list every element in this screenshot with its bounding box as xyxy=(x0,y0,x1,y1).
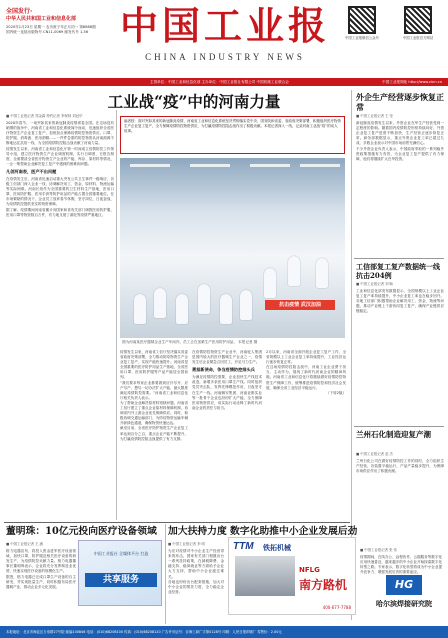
welding-institute-ad[interactable] xyxy=(366,575,442,615)
ad-title: 共享服务 xyxy=(85,573,157,587)
masthead-left-info xyxy=(6,8,98,35)
paragraph: 各地也纷纷出台配套措施，加大对中小企业的帮扶力度，全力稳定企业经营。 xyxy=(168,579,224,594)
lower-article-1 xyxy=(6,542,76,624)
main-photo xyxy=(120,158,345,338)
page-footer: 本报地址：北京市海淀区万寿路27号院 邮编100846 电话：(010)68208100 传真：(010)68208120 广告许可证号：京海工商广字第0128号 印刷：人民日报印刷厂 零售价：2.00元 xyxy=(0,626,448,638)
article-byline: ■ 中国工业报记者 王 莹 xyxy=(356,114,393,118)
sidebar-separator xyxy=(354,426,444,427)
article-byline: ■ 中国工业报记者 张 伟 xyxy=(360,548,397,552)
article-byline: ■ 中国工业报记者 王 涵 xyxy=(6,542,43,546)
masthead xyxy=(0,0,448,78)
sidebar-headline-3: 兰州石化制造迎复产潮 xyxy=(356,430,431,439)
photo-banner: 抗击疫情 武汉加油 xyxy=(265,300,335,310)
paragraph: 为了帮助企业解决原材料短缺问题，河南省工信厅建立了重点企业原材料保障机制，协调省内外上游企业优先保障供应。同时，积极协调交通运输部门，为防疫物资运输车辆开辟绿色通道，确保物资快速运达。 xyxy=(120,400,188,426)
qr-codes xyxy=(344,6,440,62)
ttm-logo: TTM xyxy=(233,541,254,552)
article-column-2 xyxy=(120,350,188,520)
paragraph: 疫情发生以来，河南省工业和信息化厅第一时间成立疫情防控工作领导小组，建立医疗物资生产企业调度机制，实行日调度、日报告制度，全面摸清全省医疗物资生产企业的产能、库存、原材料等情况，一企一策帮助企业解决复工复产中遇到的困难和问题。 xyxy=(6,146,114,166)
ad-phone: 400-677-7788 xyxy=(322,605,351,610)
article-byline: ■ 中国工业报记者 李 明 xyxy=(168,542,205,546)
newspaper-subtitle: CHINA INDUSTRY NEWS xyxy=(145,52,305,62)
qr-caption-right: 中国工业报官方网站 xyxy=(402,36,434,40)
editor-note-box xyxy=(120,116,345,154)
lower-headline-2: 加大扶持力度 xyxy=(168,526,227,537)
paragraph: “我们要求每家企业都要做到应开尽开、应产尽产，想尽一切办法扩大产能，最大限度满足疫情防控需要。”河南省工业和信息化厅相关负责人表示。 xyxy=(120,380,188,400)
red-bar-website: 中国工业报网址 http://www.cinn.cn xyxy=(382,80,442,84)
jump-line: （下转2版） xyxy=(326,390,346,395)
main-photo-caption: 图为河南某医疗器械企业生产车间内，员工正在加紧生产医用防护用品。 本报记者 摄 xyxy=(122,340,258,344)
machine-image xyxy=(235,556,295,596)
paragraph: 为应对疫情对中小企业生产经营带来的冲击，国家有关部门相继出台一系列扶持政策，在减税降费、金融支持、稳岗就业等方面给予企业大力支持，帮助中小企业渡过难关。 xyxy=(168,549,224,579)
paragraph: 据悉，格力电器已完成口罩生产设备的自主研发，并实现批量生产，同时积极布局医疗器械产业，推动企业多元化发展。 xyxy=(6,574,76,589)
article-byline: ■ 中国工业报记者 郑金霖 特约记者 李保林 刘冠华 xyxy=(6,114,83,118)
section-subheading: 凡创河南表，医产不出问题 xyxy=(6,168,57,174)
sidebar-separator xyxy=(354,258,444,259)
paragraph: 工业和信息化部发布数据显示，全国规模以上工业企业复工复产率持续提升，中小企业复工率也在稳步回升。各地工信部门积极帮助企业解决用工、资金、物流等问题，推动产业链上下游协同复工复产，确保产业链供应链稳定。 xyxy=(356,289,444,314)
sidebar-article-2 xyxy=(356,282,444,422)
lower-article-2 xyxy=(168,542,224,624)
road-machinery-ad[interactable] xyxy=(228,537,356,615)
masthead-red-bar xyxy=(0,78,448,86)
newspaper-title: 中国工业报 xyxy=(120,3,331,48)
hg-name: 哈尔滨焊接研究院 xyxy=(376,600,432,608)
shared-service-ad[interactable] xyxy=(78,540,162,606)
qr-caption-left: 中国工业报微信公众号 xyxy=(345,36,379,40)
paragraph: 2020年春节，一场突如其来的新冠肺炎疫情席卷全国。在这场没有硝烟的战争中，河南省工业和信息化系统闻令而动，迅速组织全省医疗物资生产企业复工复产，加班加点保障疫情防控物资供应。口罩、防护服、消毒液、医用酒精……一件件急需的防控物资从河南源源不断地运往抗疫一线，为全国疫情防控阻击战贡献了河南力量。 xyxy=(6,121,114,146)
sidebar-headline-2: 工信部复工复产数据统一线抗击204例 xyxy=(356,262,440,280)
ad-text: 中国工业报社 全媒体平台 打造 xyxy=(93,551,149,556)
article-byline: ■ 中国工业报记者 刘 畅 xyxy=(356,282,393,286)
article-byline: ■ 中国工业报记者 赵 杰 xyxy=(356,452,393,456)
editor-note-text: 编者按：面对突如其来的新冠肺炎疫情，河南省工业和信息化系统坚决贯彻落实党中央、国务院和省委、省政府决策部署，积极组织医疗物资生产企业复工复产，全力保障疫情防控物资供应，为打赢疫情防控阻击战作出了积极贡献。本报记者深入一线，记录河南工业战“疫”的动人故事。 xyxy=(124,119,341,133)
column-divider xyxy=(116,110,117,520)
masthead-issue-info: 2020年1月23日 星期一 农历庚子年正月初一 第8888期 国内统一连续出版物号 CN11-0069 邮发代号 1-56 xyxy=(6,25,96,34)
qr-code-icon xyxy=(404,6,432,34)
hg-logo: HG xyxy=(386,575,422,595)
paragraph: 疫情期间，在线办公、远程协作、云端服务等数字化应用快速普及，越来越多的中小企业开始探索数字化转型之路。专家表示，数字化转型将成为中小企业提升竞争力、增强发展后劲的重要途径。 xyxy=(360,555,442,574)
lower-headline-1: 董明珠：10亿元投向医疗设备领域 xyxy=(6,526,157,537)
paragraph: 据了解，疫情期间河南省累计向国家和省有关部门调拨医用防护服、医用口罩等物资数百万件，有力地支援了湖北等疫情严重地区。 xyxy=(6,207,114,217)
lower-section-rule xyxy=(4,522,350,523)
paragraph: 不少外资企业负责人表示，中国政府采取的一系列稳外资政策措施有力有效，为企业复工复产提供了有力保障，他们将继续扩大在华投资。 xyxy=(356,146,444,161)
paragraph: 截至目前，全省医疗防护物资生产企业复工率达到百分之百，重点企业产能不断提升，为打赢疫情防控阻击战提供了有力支撑。 xyxy=(120,426,188,441)
paragraph: 为满足疫情防控需要，企业加快生产线技术改造，新增多条医用口罩生产线。同时组织党员突击队，发挥先锋模范作用，日夜坚守在生产一线。河南飘安集团、河南亚都实业等一批骨干企业也纷纷扩大产能，全力保障医用物资供应，用实际行动诠释了新时代河南企业的责任与担当。 xyxy=(192,375,262,410)
masthead-sponsor: 中华人民共和国工业和信息化部 xyxy=(6,16,77,22)
ttm-logo-text: 铁拓机械 xyxy=(263,544,291,552)
article-column-3 xyxy=(192,350,262,520)
article-column-1 xyxy=(6,114,114,522)
paragraph: 格力电器宣布，将投入资金进军医疗设备领域，加快口罩、防护服及相关医疗设备的研发生产，为疫情防控贡献力量。格力电器董事长董明珠表示，企业将充分发挥制造业优势，快速实现医疗设备的规模化生产。 xyxy=(6,549,76,574)
paragraph: 在疫情发生后，河南省迅速启动重大突发公共卫生事件一级响应，各级工信部门深入企业一线，协调解决用工、资金、原材料、物流运输等实际困难。河南长垣作为全国重要的卫生材料生产基地，医用口罩、医用防护服、医用手套等防护用品的产能占据全国重要地位。在市场紧缺的情况下，企业员工放弃春节休假，坚守岗位，日夜奋战，为疫情防控提供坚实的物资保障。 xyxy=(6,176,114,207)
paragraph: 疫情发生以来，河南省工信厅坚决落实省委省政府决策部署，全力推动防疫物资生产企业复工复产，实现产能快速提升。河南省是全国重要的医疗防护用品生产基地，全省医用口罩、医用防护服等产品产能居全国前列。 xyxy=(120,350,188,380)
paragraph: 2月以来，河南省全面开展企业复工复产工作，全省规模以上工业企业复工率持续提升，工业经济运行逐步恢复正常。 xyxy=(266,350,346,365)
paragraph: 在这场疫情防控阻击战中，河南工业企业勇于担当、主动作为，展现了新时代河南企业的精神风貌。河南省工业和信息化厅将继续做好疫情防控物资生产保障工作，统筹推进疫情防控和经济社会发展，确保全省工业经济平稳运行。 xyxy=(266,365,346,390)
column-divider xyxy=(165,524,166,624)
lower-headline-3: 数字化助推中小企业发展后劲 xyxy=(230,526,358,537)
sidebar-article-1 xyxy=(356,114,444,254)
masthead-tag: 全国发行· xyxy=(6,8,33,15)
nflg-logo-text: 南方路机 xyxy=(299,578,348,592)
paragraph: 新冠肺炎疫情发生以来，外资企业在华生产经营受到一定程度的影响。随着国内疫情防控形势持续向好，外资企业复工复产进度不断加快，生产经营正逐步恢复正常。商务部数据显示，重点外资企业复工率已超过九成，多数企业表示对中国市场前景充满信心。 xyxy=(356,121,444,146)
paragraph: 在疫情防控物资生产企业中，河南驼人集团是国内较大的医疗器械生产企业之一，疫情发生后企业紧急召回员工，开足马力生产。 xyxy=(192,350,262,365)
red-bar-text: 主管单位：中国工业和信息化部 主办单位：中国工业报社有限公司 中国机械工业联合会 xyxy=(150,80,289,84)
section-subheading: 勇担新使命，争当疫情防控排头兵 xyxy=(192,367,255,373)
article-column-4 xyxy=(266,350,346,520)
lower-article-3 xyxy=(360,548,442,574)
nflg-logo: NFLG xyxy=(299,566,320,574)
qr-code-icon xyxy=(348,6,376,34)
sidebar-headline-1: 外企生产经营逐步恢复正常 xyxy=(356,92,444,112)
main-headline: 工业战“疫”中的河南力量 xyxy=(107,92,281,111)
paragraph: 兰州石化公司在做好疫情防控工作的同时，全力组织生产经营，各装置平稳运行，产品产量稳步提升，为保障市场供应作出了积极贡献。 xyxy=(356,459,444,474)
